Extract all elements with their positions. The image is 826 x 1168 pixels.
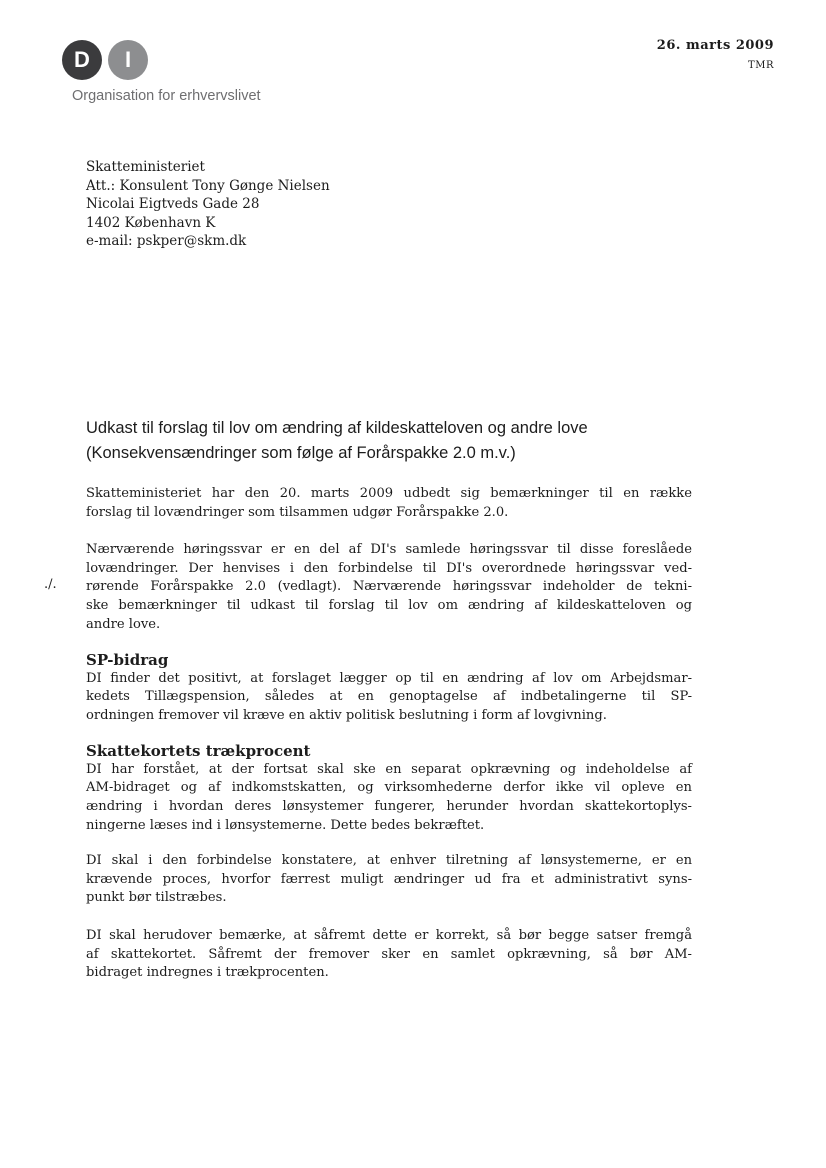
text-line: ske bemærkninger til udkast til forslag til lov om ændring af kildeskatteloven og (86, 598, 692, 614)
address-line: 1402 København K (86, 214, 216, 231)
text-line: AM-bidraget og af indkomstskatten, og virksomhederne derfor ikke vil opleve en (86, 780, 692, 796)
text-line: af skattekortet. Såfremt der fremover sker en samlet opkrævning, så bør AM- (86, 946, 692, 962)
address-line: Att.: Konsulent Tony Gønge Nielsen (86, 177, 330, 194)
organisation-tagline: Organisation for erhvervslivet (72, 88, 261, 104)
text-line: ningerne læses ind i lønsystemerne. Dette bedes bekræftet. (86, 817, 485, 833)
text-line: DI finder det positivt, at forslaget lægger op til en ændring af lov om Arbejdsmar- (86, 670, 692, 686)
address-line: e-mail: pskper@skm.dk (86, 233, 247, 250)
letter-date: 26. marts 2009 (656, 38, 774, 53)
text-line: punkt bør tilstræbes. (86, 890, 227, 906)
di-logo (62, 40, 150, 80)
logo-letter-d: D (62, 40, 102, 80)
text-line: andre love. (86, 616, 161, 632)
text-line: DI skal i den forbindelse konstatere, at enhver tilretning af lønsystemerne, er en (86, 853, 692, 868)
address-line: Skatteministeriet (86, 159, 205, 175)
enclosure-mark: ./. (44, 577, 57, 592)
paragraph-intro (86, 485, 692, 522)
section-heading: SP-bidrag (86, 651, 169, 669)
section-sp-bidrag (86, 651, 692, 726)
text-line: ændring i hvordan deres lønsystemer fungerer, herunder hvordan skattekortoplys- (86, 799, 692, 815)
paragraph-process (86, 852, 692, 908)
paragraph-context (86, 541, 692, 634)
text-line: DI skal herudover bemærke, at såfremt dette er korrekt, så bør begge satser fremgå (86, 928, 692, 943)
text-line: DI har forstået, at der fortsat skal ske en separat opkrævning og indeholdelse af (86, 761, 692, 777)
section-skattekort (86, 742, 692, 835)
text-line: Skatteministeriet har den 20. marts 2009 udbedt sig bemærkninger til en række (86, 486, 692, 501)
section-heading: Skattekortets trækprocent (86, 742, 311, 760)
address-line: Nicolai Eigtveds Gade 28 (86, 196, 260, 213)
text-line: Nærværende høringssvar er en del af DI's samlede høringssvar til disse foreslåede (86, 542, 692, 557)
text-line: ordningen fremover vil kræve en aktiv politisk beslutning i form af lovgivning. (86, 708, 607, 724)
text-line: krævende proces, hvorfor færrest muligt ændringer ud fra et administrativt syns- (86, 871, 692, 887)
text-line: forslag til lovændringer som tilsammen udgør Forårspakke 2.0. (86, 504, 509, 520)
letter-subject: Udkast til forslag til lov om ændring af kildeskatteloven og andre love (Konsekvensændringer som følge af Forårspakke 2.0 m.v.) (86, 419, 588, 462)
text-line: kedets Tillægspension, således at en genoptagelse af indbetalingerne til SP- (86, 689, 692, 705)
author-initials: TMR (748, 60, 774, 71)
paragraph-rates (86, 927, 692, 983)
text-line: bidraget indregnes i trækprocenten. (86, 965, 329, 981)
logo-letter-i: I (108, 40, 148, 80)
recipient-address (86, 158, 330, 251)
text-line: rørende Forårspakke 2.0 (vedlagt). Nærværende høringssvar indeholder de tekni- (86, 579, 692, 595)
text-line: lovændringer. Der henvises i den forbindelse til DI's overordnede høringssvar ved- (86, 560, 692, 576)
